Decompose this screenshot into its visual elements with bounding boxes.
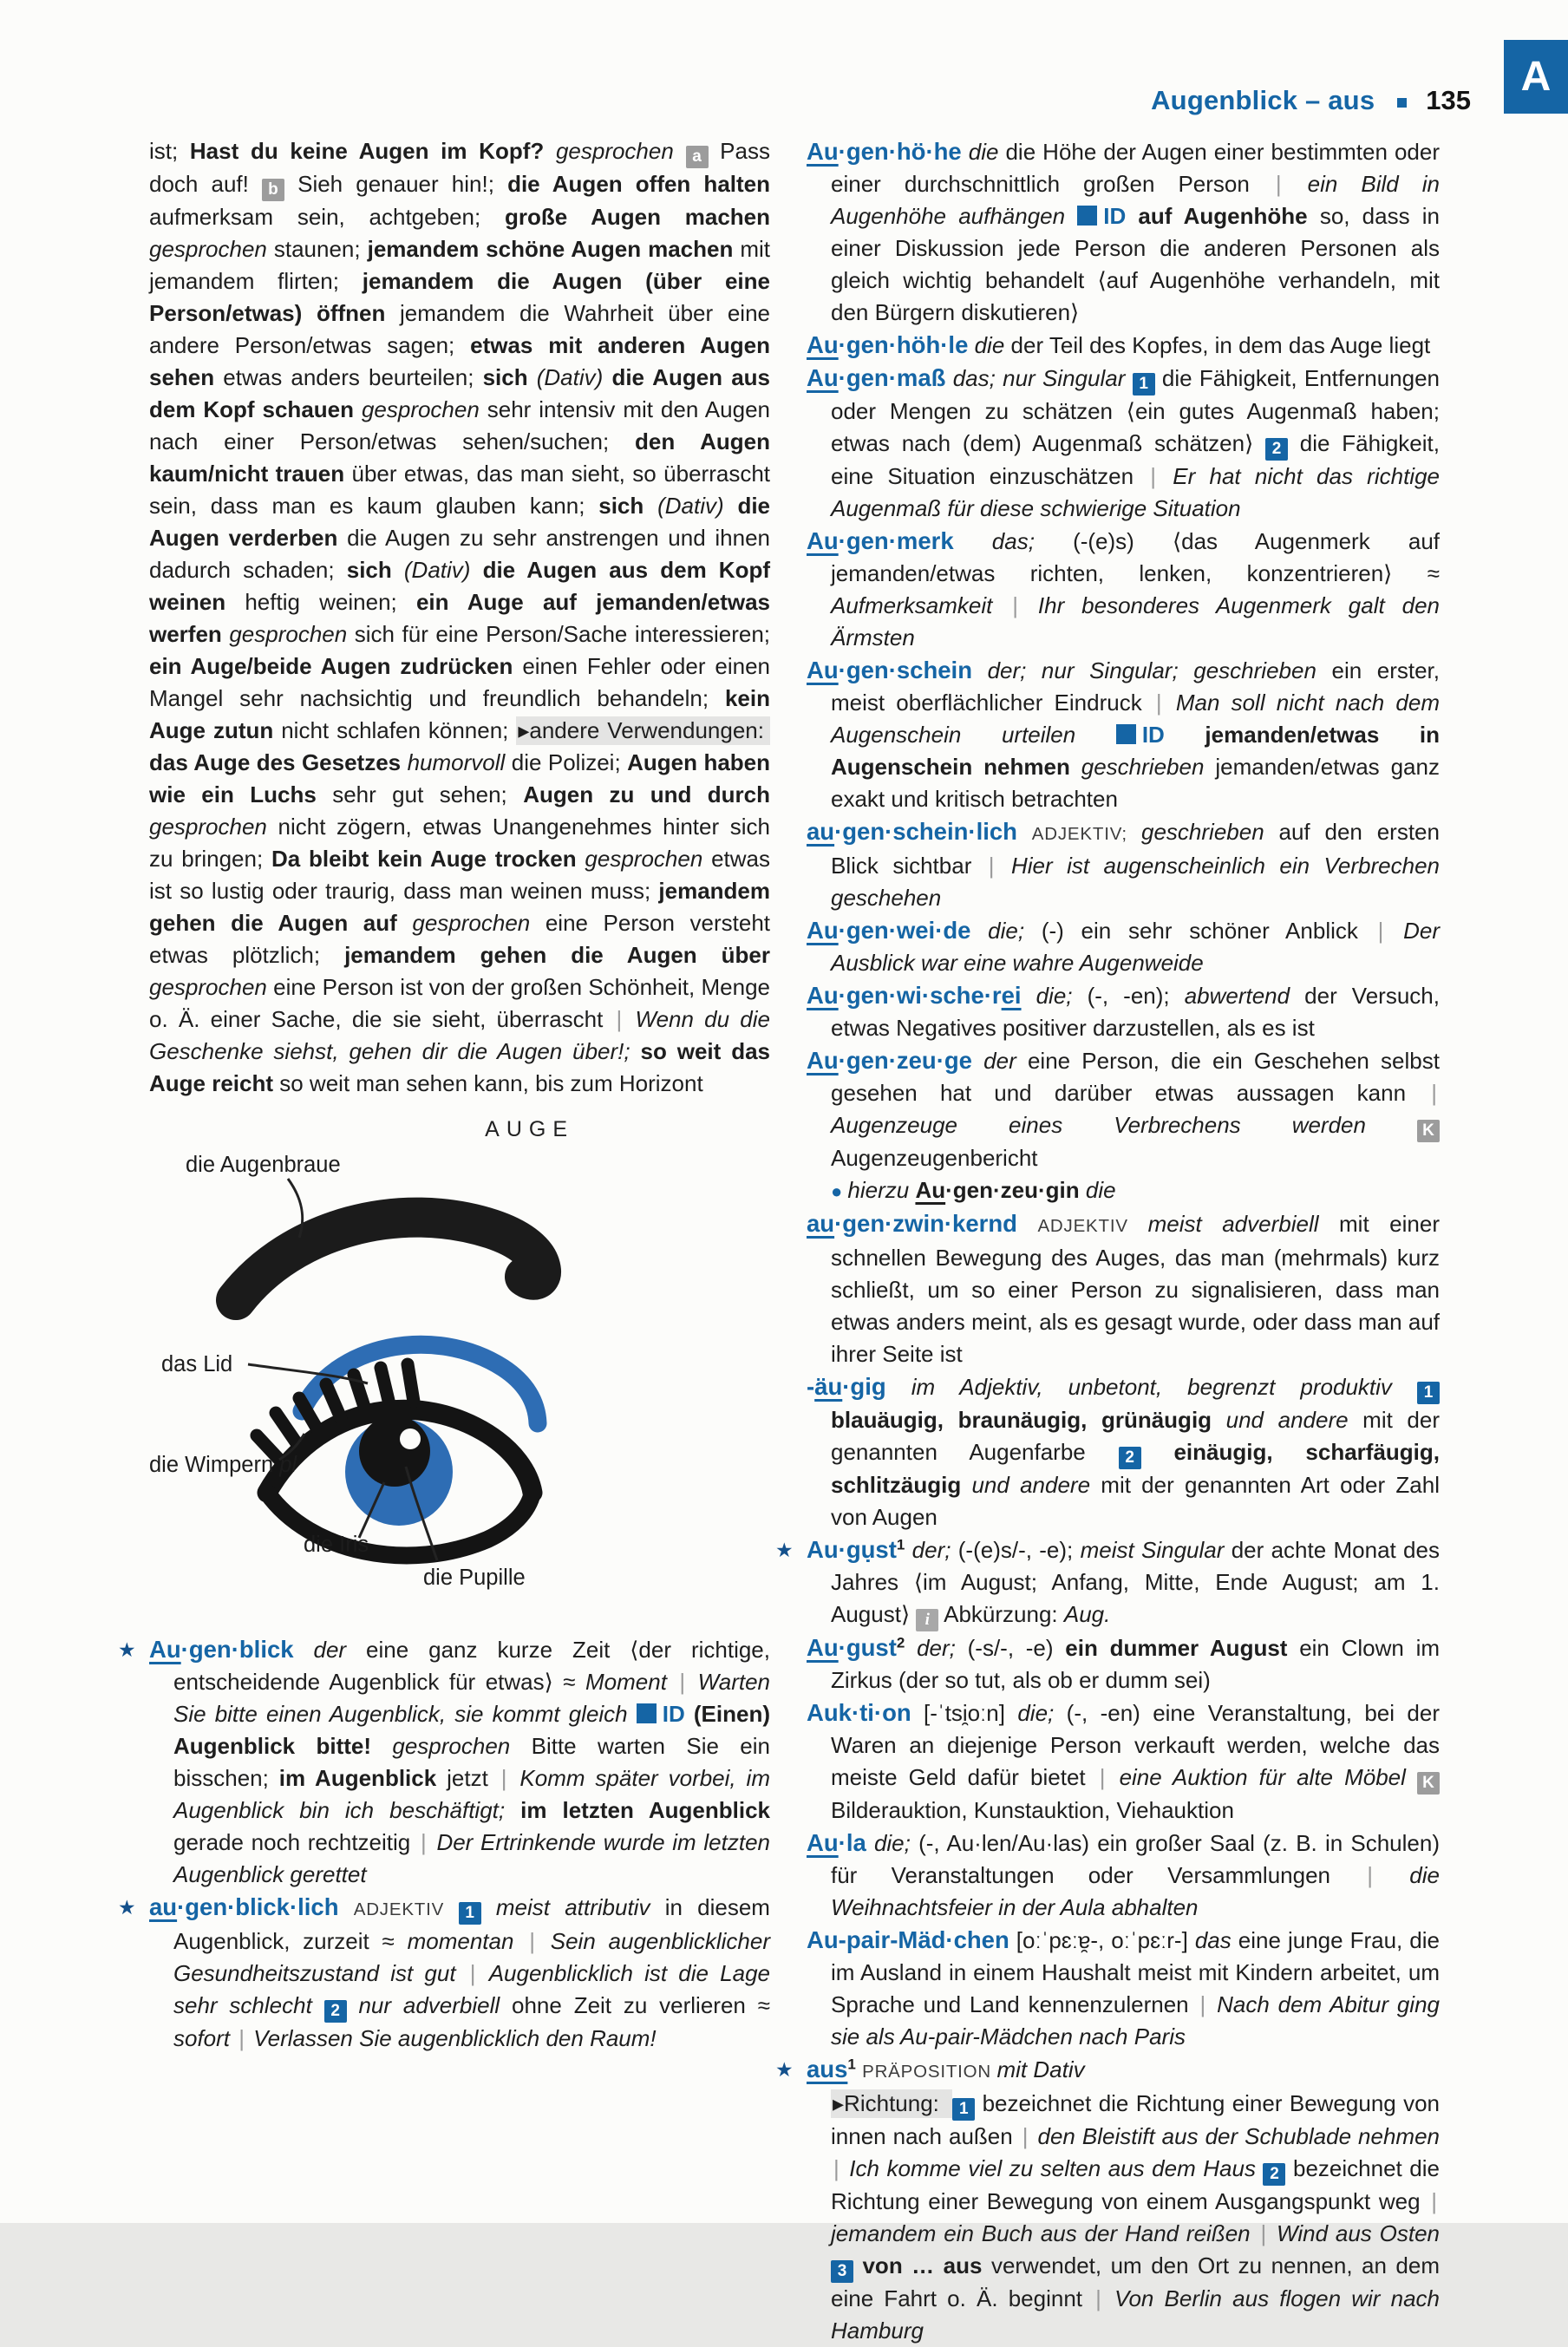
entry-aus-1: [775, 2053, 1440, 2347]
idiom-phrase: sich: [598, 493, 658, 519]
frequency-star-icon: ★: [775, 2058, 794, 2081]
example-separator: |: [616, 1006, 623, 1032]
italic-segment: sofort: [173, 2025, 237, 2051]
text-segment: jemandem die Wahrheit über eine andere Person/etwas sagen;: [149, 300, 770, 358]
headword: ·gen·schein: [838, 657, 972, 683]
part-of-speech-label: ADJEKTIV;: [1031, 824, 1142, 844]
idiom-phrase: das Auge des Gesetzes: [149, 749, 408, 775]
italic-segment: die;: [1017, 1700, 1067, 1726]
headword: -: [807, 1373, 815, 1400]
text-segment: gerade noch rechtzeitig: [173, 1829, 418, 1855]
text-segment: so weit man sehen kann, bis zum Horizont: [279, 1070, 703, 1096]
idiom-phrase: von … aus: [853, 2252, 991, 2278]
idiom-phrase: jemandem schöne Augen machen: [367, 236, 741, 262]
text-segment: jemanden/etwas ganz exakt und kritisch betrachten: [831, 754, 1440, 812]
example-separator: |: [1022, 2123, 1029, 2149]
italic-segment: gesprochen: [229, 621, 355, 647]
text-segment: verwendet, um den Ort zu nennen, an dem eine Fahrt o. Ä. beginnt: [831, 2252, 1440, 2311]
text-segment: einen Fehler oder einen Mangel sehr nachsichtig und freundlich behandeln;: [149, 653, 770, 711]
text-segment: der Versuch, etwas Negatives positiver darzustellen, als es ist: [831, 983, 1440, 1041]
italic-segment: Hier ist augenscheinlich ein Verbrechen geschehen: [831, 853, 1440, 911]
entry-august-2: [807, 1631, 1440, 1697]
headword: ·la: [838, 1829, 866, 1856]
idiom-phrase: ein dummer August: [1065, 1635, 1300, 1661]
text-segment: [339, 1894, 354, 1920]
frequency-star-icon: ★: [118, 1638, 136, 1661]
italic-segment: das;: [953, 528, 1074, 554]
text-segment: nicht zögern, etwas Unangenehmes hinter sich zu bringen;: [149, 814, 770, 872]
idiom-phrase: die Augen verderben: [149, 493, 771, 551]
italic-segment: meist adverbiell: [1147, 1211, 1340, 1237]
example-separator: |: [529, 1928, 535, 1954]
idiom-phrase: jemandem gehen die Augen über: [344, 942, 771, 968]
idiom-marker-icon: ID: [1116, 722, 1165, 748]
example-separator: |: [833, 2155, 840, 2181]
variant-letter-badge: K: [1417, 1772, 1440, 1795]
entry-augenscheinlich: [807, 815, 1440, 914]
italic-segment: gesprochen: [412, 910, 546, 936]
usage-section-label: ▸andere Verwendungen:: [516, 716, 770, 745]
text-segment: mit der genannten Augenfarbe: [831, 1407, 1440, 1465]
italic-segment: nur adverbiell: [346, 1992, 513, 2018]
example-separator: |: [1431, 2188, 1437, 2214]
part-of-speech-label: PRÄPOSITION: [862, 2062, 997, 2082]
headword: ·gig: [842, 1373, 886, 1400]
text-segment: (-, -en);: [1087, 983, 1185, 1009]
example-separator: |: [1367, 1862, 1374, 1888]
italic-segment: Sein augenblicklicher Gesundheitszustand ist gut: [173, 1928, 770, 1986]
info-icon: i: [916, 1609, 938, 1631]
text-segment: sich für eine Person/Sache interessieren;: [354, 621, 770, 647]
italic-segment: Aufmerksamkeit: [831, 592, 1010, 618]
text-segment: [856, 2056, 862, 2082]
sense-number-badge: 1: [1417, 1382, 1440, 1404]
idiom-phrase: ein Auge auf jemanden/etwas werfen: [149, 589, 771, 647]
text-segment: auf den ersten Blick sichtbar: [831, 819, 1440, 879]
text-segment: eine junge Frau, die im Ausland in einem Haushalt meist mit Kindern arbeitet, um Sprache und Land kennenzulernen: [831, 1927, 1441, 2017]
headword: ·gen·zeu·ge: [838, 1047, 972, 1074]
alphabet-tab: A: [1504, 40, 1568, 114]
right-column: [775, 135, 1441, 2347]
text-segment: der achte Monat des Jahres ⟨im August; Anfang, Mitte, Ende August; am 1. August⟩: [831, 1537, 1440, 1627]
idiom-phrase: blauäugig, braunäugig, grünäugig: [831, 1407, 1226, 1433]
text-segment: eine Person versteht etwas plötzlich;: [149, 910, 771, 968]
text-segment: in diesem Augenblick, zurzeit: [173, 1894, 770, 1954]
right-column-entries: [775, 135, 1441, 2347]
sense-number-badge: 1: [1133, 373, 1155, 396]
italic-segment: das; nur Singular: [945, 365, 1133, 391]
entry-augenweide: [807, 914, 1440, 979]
entry-auge-continuation: [149, 135, 770, 1100]
text-segment: (-, -en) eine Veranstaltung, bei der Waren an diejenige Person verkauft werden, welche das meiste Geld dafür bietet: [831, 1700, 1440, 1790]
sense-number-badge: 1: [952, 2098, 975, 2121]
homonym-index: 1: [847, 2056, 856, 2073]
headword: Au·gụst: [807, 1536, 897, 1563]
italic-segment: geschrieben: [1081, 754, 1216, 780]
derivative-bullet-icon: ●: [831, 1180, 848, 1202]
italic-segment: gesprochen: [149, 236, 274, 262]
italic-segment: Verlassen Sie augenblicklich den Raum!: [247, 2025, 657, 2051]
text-segment: die Höhe der Augen einer bestimmten oder einer durchschnittlich großen Person: [831, 139, 1440, 197]
example-separator: |: [1431, 1080, 1437, 1106]
entry-augenhoehle: [807, 329, 1440, 362]
entry-augenhoehe: [807, 135, 1440, 329]
italic-segment: und andere: [971, 1472, 1101, 1498]
idiom-phrase: so weit das Auge reicht: [149, 1038, 771, 1096]
headword-stressed-syllable: Au: [807, 657, 839, 683]
headword: ·gen·wei·de: [838, 917, 971, 944]
entry-aula: [807, 1827, 1440, 1924]
text-segment: heftig weinen;: [245, 589, 416, 615]
example-separator: |: [1012, 592, 1019, 618]
headword: ·gen·wi·sche·r: [838, 982, 1002, 1009]
italic-segment: gesprochen: [149, 814, 278, 840]
eye-diagram: [149, 1147, 576, 1633]
italic-segment: (Dativ): [657, 493, 738, 519]
headword-stressed-syllable: Au: [807, 527, 839, 554]
italic-segment: die Weihnachtsfeier in der Aula abhalten: [831, 1862, 1440, 1920]
headword-stressed-syllable: Au: [807, 331, 839, 358]
entry-auktion: [807, 1697, 1440, 1827]
text-segment: eine ganz kurze Zeit ⟨der richtige, entscheidende Augenblick für etwas⟩: [173, 1637, 770, 1695]
idiom-phrase: sich: [346, 557, 404, 583]
variant-letter-badge: K: [1417, 1120, 1440, 1142]
text-segment: die Polizei;: [511, 749, 628, 775]
italic-segment: Er hat nicht das richtige Augenmaß für diese schwierige Situation: [831, 463, 1440, 521]
italic-segment: Augenblicklich ist die Lage sehr schlecht: [173, 1960, 770, 2018]
italic-segment: Aug.: [1063, 1601, 1111, 1627]
text-segment: ein erster, meist oberflächlicher Eindruck: [831, 657, 1440, 716]
italic-segment: der: [293, 1637, 367, 1663]
italic-segment: die: [961, 139, 1006, 165]
headword-stressed-syllable: Au: [807, 1634, 839, 1661]
page-number: 135: [1426, 85, 1471, 115]
synonym-approx-sign: ≈: [1427, 560, 1440, 586]
italic-segment: Der Ausblick war eine wahre Augenweide: [831, 918, 1440, 976]
example-separator: |: [1095, 2285, 1101, 2311]
idiom-phrase: jemanden/etwas in Augenschein nehmen: [831, 722, 1440, 780]
idiom-phrase: die Augen aus dem Kopf schauen: [149, 364, 771, 422]
idiom-marker-icon: ID: [1077, 203, 1126, 229]
text-segment: über etwas, das man sieht, so überrascht sein, dass man es kaum glauben kann;: [149, 461, 770, 519]
example-separator: |: [238, 2025, 245, 2051]
left-column: [118, 135, 771, 2055]
italic-segment: das: [1194, 1927, 1238, 1953]
italic-segment: Der Ertrinkende wurde im letzten Augenblick gerettet: [173, 1829, 770, 1887]
example-separator: |: [679, 1669, 686, 1695]
headword-stressed-syllable: Au: [807, 364, 839, 391]
text-segment: aufmerksam sein, achtgeben;: [149, 204, 506, 230]
text-segment: Pass doch auf!: [149, 138, 770, 197]
sense-number-badge: 2: [1119, 1447, 1141, 1469]
idiom-phrase: Augen haben wie ein Luchs: [149, 749, 771, 807]
part-of-speech-label: ADJEKTIV: [353, 1899, 459, 1919]
sense-number-badge: 2: [324, 2000, 347, 2023]
italic-segment: mit Dativ: [996, 2056, 1085, 2082]
text-segment: Bitte warten Sie ein bisschen;: [173, 1733, 770, 1791]
idiom-phrase: (Einen) Augenblick bitte!: [173, 1701, 770, 1759]
entry-augenmass: [807, 362, 1440, 525]
example-separator: |: [500, 1765, 507, 1791]
headword-stressed-syllable: Au: [807, 138, 839, 165]
italic-segment: und andere: [1225, 1407, 1363, 1433]
idiom-phrase: jemandem gehen die Augen auf: [149, 878, 770, 936]
text-segment: sehr intensiv mit den Augen nach einer Person/etwas sehen/suchen;: [149, 396, 770, 454]
text-segment: etwas anders beurteilen;: [223, 364, 483, 390]
text-segment: ist;: [149, 138, 190, 164]
example-separator: |: [1377, 918, 1384, 944]
sense-number-badge: 1: [459, 1902, 481, 1925]
text-segment: (-(e)s) ⟨das Augenmerk auf jemanden/etwas richten, lenken, konzentrieren⟩: [831, 528, 1441, 586]
text-segment: (-) ein sehr schöner Anblick: [1041, 918, 1375, 944]
headword-stressed-syllable: Au: [807, 917, 839, 944]
text-segment: eine Person, die ein Geschehen selbst gesehen hat und darüber etwas aussagen kann: [831, 1048, 1440, 1106]
headword: ·gen·hö·he: [838, 138, 962, 165]
italic-segment: Nach dem Abitur ging sie als Au-pair-Mädchen nach Paris: [831, 1991, 1440, 2050]
italic-segment: gesprochen: [585, 846, 712, 872]
entry-au-pair-maedchen: [807, 1924, 1440, 2053]
text-segment: ein Clown im Zirkus (der so tut, als ob er dumm sei): [831, 1635, 1441, 1693]
text-segment: mit der genannten Art oder Zahl von Augen: [831, 1472, 1440, 1530]
example-separator: |: [1150, 463, 1157, 489]
italic-segment: der;: [905, 1635, 968, 1661]
headword-stressed-syllable: au: [149, 1893, 178, 1920]
headword-stressed-syllable: Au: [807, 1829, 839, 1856]
header-bullet-icon: [1397, 98, 1407, 108]
text-segment: (-(e)s/-, -e);: [957, 1537, 1081, 1563]
italic-segment: im Adjektiv, unbetont, begrenzt produktiv: [885, 1374, 1417, 1400]
idiom-phrase: Augen zu und durch: [523, 781, 770, 807]
entry-aeugig: [807, 1370, 1440, 1533]
part-of-speech-label: ADJEKTIV: [1037, 1216, 1148, 1236]
idiom-phrase: etwas mit anderen Augen sehen: [149, 332, 770, 390]
italic-segment: Man soll nicht nach dem Augenschein urteilen: [831, 690, 1440, 748]
headword: ·gen·zwin·kernd: [834, 1210, 1017, 1237]
headword-stressed-syllable: Au: [149, 1636, 181, 1663]
derived-headword: ·gen·zeu·gin: [945, 1177, 1080, 1203]
synonym-approx-sign: ≈: [382, 1928, 408, 1954]
idiom-phrase: Da bleibt kein Auge trocken: [271, 846, 585, 872]
headword-stressed-syllable: au: [807, 1210, 835, 1237]
text-segment: Bilderauktion, Kunstauktion, Viehauktion: [831, 1797, 1234, 1823]
sense-number-badge: 3: [831, 2260, 853, 2283]
headword-stressed-syllable: au: [807, 818, 835, 845]
text-segment: mit jemandem flirten;: [149, 236, 770, 294]
text-segment: bezeichnet die Richtung einer Bewegung von innen nach außen: [831, 2090, 1440, 2149]
text-segment: Abkürzung:: [938, 1601, 1064, 1627]
example-separator: |: [1099, 1764, 1106, 1790]
entry-augenschein: [807, 654, 1440, 815]
text-segment: mit einer schnellen Bewegung des Auges, das man (mehrmals) kurz schließt, um so einer Person zu signalisieren, dass man etwas anders meint, als es gesagt wurde, oder dass man auf ihrer Seite ist: [831, 1211, 1440, 1367]
entry-augenblick: [118, 1633, 771, 1891]
italic-segment: jemandem ein Buch aus der Hand reißen: [831, 2220, 1258, 2246]
eyebrow-shape: [236, 1218, 541, 1300]
text-segment: staunen;: [273, 236, 368, 262]
italic-segment: Moment: [585, 1669, 677, 1695]
example-separator: |: [1155, 690, 1162, 716]
idiom-phrase: jemandem die Augen (über eine Person/etwas) öffnen: [149, 268, 770, 326]
example-separator: |: [1275, 171, 1282, 197]
italic-segment: humorvoll: [407, 749, 512, 775]
text-segment: jetzt: [447, 1765, 499, 1791]
sense-number-badge: 2: [1265, 438, 1288, 461]
italic-segment: gesprochen: [392, 1733, 532, 1759]
entry-augenzwinkernd: [807, 1207, 1440, 1370]
italic-segment: momentan: [407, 1928, 527, 1954]
idiom-phrase: Hast du keine Augen im Kopf?: [189, 138, 556, 164]
label-eyebrow: die Augenbraue: [186, 1153, 341, 1177]
italic-segment: Ich komme viel zu selten aus dem Haus: [841, 2155, 1264, 2181]
variant-letter-badge: b: [262, 179, 284, 201]
entry-augenmerk: [807, 525, 1440, 654]
text-segment: ohne Zeit zu verlieren: [512, 1992, 758, 2018]
label-iris: die Iris: [304, 1533, 369, 1557]
italic-segment: die;: [866, 1830, 919, 1856]
idiom-phrase: auf Augenhöhe: [1126, 203, 1320, 229]
headword-stressed-syllable: ei: [1001, 982, 1022, 1009]
derived-headword-stressed-syllable: Au: [915, 1177, 946, 1203]
idiom-phrase: einäugig, scharfäugig, schlitzäugig: [831, 1439, 1441, 1498]
pupil-highlight: [400, 1428, 421, 1449]
usage-section-label: ▸Richtung:: [831, 2089, 952, 2118]
text-segment: nicht schlafen können;: [281, 717, 517, 743]
frequency-star-icon: ★: [118, 1896, 136, 1919]
italic-segment: der;: [905, 1537, 958, 1563]
text-segment: so, dass in einer Diskussion jede Person die anderen Personen als gleich wichtig behandelt ⟨auf Augenhöhe verhandeln, mit den Bürgern diskutieren⟩: [831, 203, 1440, 325]
headword-stressed-syllable: Au: [807, 982, 839, 1009]
entry-august-1: [775, 1533, 1440, 1631]
italic-segment: den Bleistift aus der Schublade nehmen: [1030, 2123, 1440, 2149]
idiom-phrase: sich: [482, 364, 537, 390]
label-pupil: die Pupille: [423, 1566, 526, 1590]
text-segment: sehr gut sehen;: [332, 781, 524, 807]
headword: ·gen·merk: [838, 527, 954, 554]
headword: ·gust: [838, 1634, 897, 1661]
italic-segment: meist attributiv: [480, 1894, 665, 1920]
headword-stressed-syllable: äu: [814, 1373, 843, 1400]
text-segment: eine Person ist von der großen Schönheit, Menge o. Ä. einer Sache, die sie sieht, überrascht: [149, 974, 770, 1032]
italic-segment: (Dativ): [403, 557, 483, 583]
text-segment: der Teil des Kopfes, in dem das Auge liegt: [1010, 332, 1431, 358]
italic-segment: Komm später vorbei, im Augenblick bin ich beschäftigt;: [173, 1765, 770, 1823]
section-range: Augenblick – aus: [1151, 85, 1375, 115]
headword-stressed-syllable: Au: [807, 1047, 839, 1074]
sense-number-badge: 2: [1263, 2163, 1285, 2186]
italic-segment: abwertend: [1184, 983, 1305, 1009]
pronunciation: [oːˈpɛːɐ̯-, oːˈpɛːr-]: [1009, 1927, 1195, 1953]
pupil-shape: [359, 1415, 430, 1487]
running-head: [1151, 85, 1471, 116]
italic-segment: hierzu: [847, 1177, 916, 1203]
headword: ·gen·schein·lich: [834, 818, 1017, 845]
headword: ·gen·blick·lich: [177, 1893, 339, 1920]
idiom-phrase: kein Auge zutun: [149, 685, 770, 743]
idiom-phrase: im Augenblick: [278, 1765, 448, 1791]
italic-segment: gesprochen: [555, 138, 686, 164]
example-separator: |: [420, 1829, 427, 1855]
headword-stressed-syllable: aus: [807, 2056, 848, 2082]
text-segment: [1017, 1211, 1038, 1237]
example-separator: |: [469, 1960, 476, 1986]
synonym-approx-sign: ≈: [757, 1992, 770, 2018]
text-segment: (-s/-, -e): [967, 1635, 1066, 1661]
italic-segment: Ihr besonderes Augenmerk galt den Ärmsten: [831, 592, 1440, 650]
italic-segment: (Dativ): [536, 364, 612, 390]
text-segment: Sieh genauer hin!;: [284, 171, 508, 197]
italic-segment: die: [1079, 1177, 1116, 1203]
eye-figure: [149, 1114, 576, 1633]
left-column-bottom-entries: [118, 1633, 771, 2055]
text-segment: die Fähigkeit, Entfernungen oder Mengen zu schätzen ⟨ein gutes Augenmaß haben; etwas nach (dem) Augenmaß schätzen⟩: [831, 365, 1441, 456]
text-segment: die Fähigkeit, eine Situation einzuschätzen: [831, 430, 1440, 489]
headword: ·gen·maß: [838, 364, 946, 391]
example-separator: |: [988, 853, 995, 879]
example-separator: |: [1260, 2220, 1267, 2246]
text-segment: etwas ist so lustig oder traurig, dass man weinen muss;: [149, 846, 770, 904]
italic-segment: die;: [1021, 983, 1088, 1009]
text-segment: (-, Au·len/Au·las) ein großer Saal (z. B. in Schulen) für Veranstaltungen oder Versammlungen: [831, 1830, 1440, 1888]
figure-caption: AUGE: [485, 1117, 574, 1141]
idiom-phrase: ein Auge/beide Augen zudrücken: [149, 653, 523, 679]
frequency-star-icon: ★: [775, 1539, 794, 1561]
homonym-index: 1: [896, 1536, 905, 1553]
headword: ·gen·blick: [180, 1636, 294, 1663]
idiom-marker-icon: ID: [637, 1701, 685, 1727]
italic-segment: Augenzeuge eines Verbrechens werden: [831, 1112, 1417, 1138]
italic-segment: Wenn du die Geschenke siehst, gehen dir die Augen über!;: [149, 1006, 770, 1064]
text-segment: [1017, 819, 1032, 845]
italic-segment: ein Bild in Augenhöhe aufhängen: [831, 171, 1440, 229]
variant-letter-badge: a: [686, 146, 709, 168]
pronunciation: [-ˈtsi̯oːn]: [911, 1700, 1018, 1726]
text-segment: Augenzeugenbericht: [831, 1145, 1038, 1171]
italic-segment: der: [971, 1048, 1028, 1074]
idiom-phrase: die Augen offen halten: [507, 171, 770, 197]
italic-segment: gesprochen: [149, 974, 274, 1000]
label-lid: das Lid: [161, 1352, 233, 1376]
italic-segment: die: [968, 332, 1011, 358]
idiom-phrase: im letzten Augenblick: [520, 1797, 771, 1823]
entry-augenzeuge: [807, 1044, 1440, 1207]
homonym-index: 2: [896, 1634, 905, 1651]
idiom-phrase: den Augen kaum/nicht trauen: [149, 428, 770, 487]
italic-segment: eine Auktion für alte Möbel: [1107, 1764, 1417, 1790]
label-lashes: die Wimpern pl: [149, 1453, 297, 1477]
example-separator: |: [1199, 1991, 1206, 2017]
italic-segment: der; nur Singular; geschrieben: [972, 657, 1332, 683]
entry-augenwischerei: [807, 979, 1440, 1044]
idiom-phrase: große Augen machen: [505, 204, 771, 230]
left-column-top-entries: [149, 135, 770, 1100]
italic-segment: geschrieben: [1141, 819, 1279, 845]
text-segment: die Augen zu sehr anstrengen und ihnen dadurch schaden;: [149, 525, 770, 583]
italic-segment: Warten Sie bitte einen Augenblick, sie kommt gleich: [173, 1669, 771, 1727]
italic-segment: gesprochen: [361, 396, 487, 422]
italic-segment: Von Berlin aus flogen wir nach Hamburg: [831, 2285, 1440, 2344]
italic-segment: meist Singular: [1080, 1537, 1232, 1563]
headword: ·gen·höh·le: [838, 331, 969, 358]
headword: Auk·ti·on: [807, 1699, 911, 1726]
idiom-phrase: die Augen aus dem Kopf weinen: [149, 557, 771, 615]
entry-augenblicklich: [118, 1891, 770, 2055]
headword: Au-pair-Mäd·chen: [807, 1926, 1009, 1953]
synonym-approx-sign: ≈: [563, 1669, 586, 1695]
italic-segment: Wind aus Osten: [1269, 2220, 1440, 2246]
text-segment: bezeichnet die Richtung einer Bewegung von einem Ausgangspunkt weg: [831, 2155, 1440, 2214]
italic-segment: die;: [970, 918, 1042, 944]
